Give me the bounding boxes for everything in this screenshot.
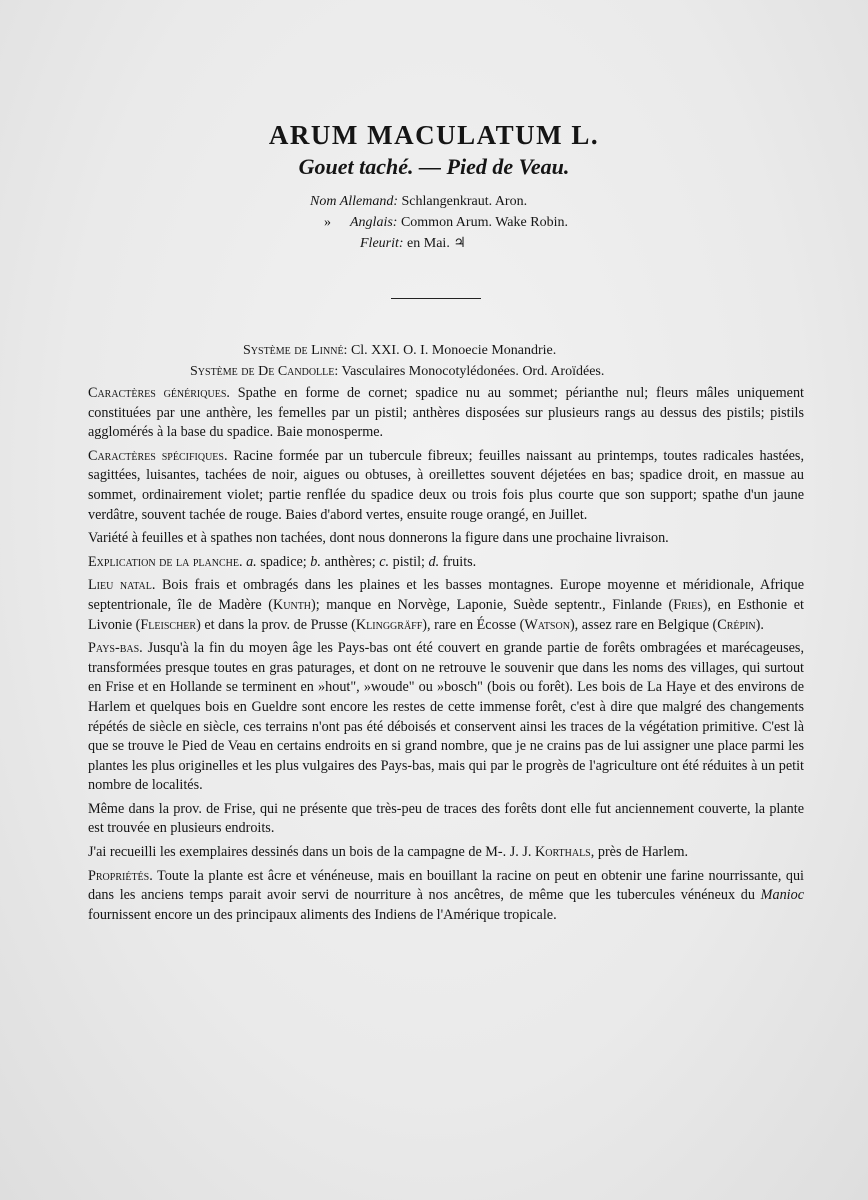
paragraph-text: , près de Harlem. <box>590 844 689 861</box>
author-watson: Watson <box>524 616 570 633</box>
paragraph-text: ); manque en Norvège, Laponie, Suède septentr., Finlande ( <box>311 596 674 613</box>
paragraph-text: Jusqu'à la fin du moyen âge les Pays-bas ont été couvert en grande partie de forêts ombragées et marécageuses, transformées presque toutes en gras paturages, et dont on ne retrouve le souvenir que dans les noms des villages, qui surtout en Frise et en Hollande se terminent en »hout", »woude" ou »bosch" (bois ou forêt). Les bois de La Haye et des environs de Harlem et quelques bois en Gueldre sont encore les restes de cette immense forêt, c'est à dire que malgré des changements répétés de siècle en siècle, ces terrains n'ont pas été déboisés et conservent ainsi les traces de la végétation primitive. C'est là que se trouve le Pied de Veau en certains endroits en si grand nombre, que je ne crains pas de lui assigner une place parmi les plantes les plus originelles et les plus vulgaires des Pays-bas, mais qui par le progrès de l'agriculture ont été réduites à un petit nombre de localités. <box>88 640 804 794</box>
paragraph-lead: Propriétés. <box>88 867 153 884</box>
fleurit-label: Fleurit: <box>360 236 404 251</box>
paragraph-text: Même dans la prov. de Frise, qui ne présente que très-peu de traces des forêts dont elle fut anciennement couverte, la plante est trouvée en plusieurs endroits. <box>88 800 804 837</box>
paragraph-lead: Caractères spécifiques. <box>88 447 228 464</box>
term-manioc: Manioc <box>760 887 804 904</box>
author-korthals: Korthals <box>534 844 591 861</box>
paragraph-lead: Caractères génériques. <box>88 385 230 401</box>
page-title: ARUM MACULATUM L. <box>268 120 600 150</box>
paragraph-variete <box>88 529 804 549</box>
paragraph-recueilli <box>88 843 804 863</box>
linne-label: Système de Linné: <box>243 343 348 358</box>
paragraph-text: J'ai recueilli les exemplaires dessinés dans un bois de la campagne de M-. J. J. <box>88 844 535 861</box>
header <box>0 118 868 182</box>
author-fries: Fries <box>673 596 703 613</box>
paragraph-lead: Explication de la planche. <box>88 553 243 570</box>
name-row-allemand <box>0 191 868 212</box>
ditto-mark: » <box>324 215 331 230</box>
allemand-label: Nom Allemand: <box>310 194 399 209</box>
common-names <box>0 191 868 254</box>
paragraph-text: fournissent encore un des principaux aliments des Indiens de l'Amérique tropicale. <box>88 906 557 923</box>
paragraph-proprietes <box>88 867 804 926</box>
figure-letter-b: b. <box>310 553 321 570</box>
name-row-anglais <box>0 212 868 233</box>
body-text <box>88 384 804 929</box>
paragraph-lead: Lieu natal. <box>88 577 156 594</box>
system-candolle <box>0 361 868 382</box>
paragraph-text: Spathe en forme de cornet; spadice nu au sommet; périanthe nul; fleurs mâles uniquement constituées par une anthère, les femelles par un pistil; anthères disposées sur plusieurs rangs au dessus des pistils; pistils agglomérés à la base du spadice. Baie monosperme. <box>88 385 804 441</box>
candolle-label: Système de De Candolle: <box>190 364 339 379</box>
paragraph-pays-bas <box>88 639 804 796</box>
paragraph-generiques <box>88 384 804 443</box>
paragraph-lead: Pays-bas. <box>88 640 143 657</box>
author-fleischer: Fleischer <box>140 616 197 633</box>
page-subtitle: Gouet taché. — Pied de Veau. <box>298 154 570 179</box>
anglais-label: Anglais: <box>350 215 398 230</box>
paragraph-text: Toute la plante est âcre et vénéneuse, mais en bouillant la racine on peut en obtenir une farine nourrissante, qui dans les anciens temps parait avoir servi de nourriture à nos ancêtres, de même que les tubercules vénéneux du <box>88 867 804 904</box>
figure-c-text: pistil; <box>389 553 429 570</box>
paragraph-specifiques <box>88 447 804 525</box>
figure-letter-c: c. <box>379 553 390 570</box>
anglais-value: Common Arum. Wake Robin. <box>400 215 568 230</box>
paragraph-text: Racine formée par un tubercule fibreux; feuilles naissant au printemps, toutes radicales hastées, sagittées, luisantes, tachées de noir, aigues ou obtuses, à oreillettes souvent déjetées en bas; spadice droit, en massue au sommet, ordinairement violet; partie renflée du spadice deux ou trois fois plus courte que son support; spathe d'un jaune verdâtre, souvent tachée de rouge. Baies d'abord vertes, ensuite rouge orangé, en Juillet. <box>88 447 804 523</box>
author-kunth: Kunth <box>273 596 312 613</box>
figure-a-text: spadice; <box>256 553 311 570</box>
paragraph-explication <box>88 553 804 573</box>
paragraph-text: Bois frais et ombragés dans les plaines et les basses montagnes. Europe moyenne et méridionale, Afrique septentrionale, île de Madère ( <box>88 577 804 613</box>
author-klinggraff: Klinggräff <box>355 616 423 633</box>
fleurit-value: en Mai. ♃ <box>407 236 466 251</box>
author-crepin: Crépin <box>717 616 756 633</box>
candolle-value: Vasculaires Monocotylédonées. Ord. Aroïdées. <box>341 364 605 379</box>
allemand-value: Schlangenkraut. Aron. <box>401 194 528 209</box>
paragraph-text: ), assez rare en Belgique ( <box>569 616 718 633</box>
paragraph-text: ). <box>755 616 764 633</box>
paragraph-frise <box>88 800 804 839</box>
figure-letter-d: d. <box>428 553 440 570</box>
paragraph-lieu-natal <box>88 576 804 635</box>
paragraph-text: ) et dans la prov. de Prusse ( <box>196 616 356 633</box>
paragraph-text: ), en Esthonie et Livonie ( <box>88 596 804 633</box>
system-linne <box>0 340 868 361</box>
name-row-fleurit <box>0 233 868 254</box>
paragraph-text: Variété à feuilles et à spathes non tachées, dont nous donnerons la figure dans une prochaine livraison. <box>88 530 669 547</box>
figure-d-text: fruits. <box>439 553 477 570</box>
figure-letter-a: a. <box>246 553 257 570</box>
figure-b-text: anthères; <box>320 553 380 570</box>
divider-rule <box>391 298 481 299</box>
linne-value: Cl. XXI. O. I. Monoecie Monandrie. <box>350 343 557 358</box>
classification-systems <box>0 340 868 382</box>
paragraph-text: ), rare en Écosse ( <box>422 616 525 633</box>
